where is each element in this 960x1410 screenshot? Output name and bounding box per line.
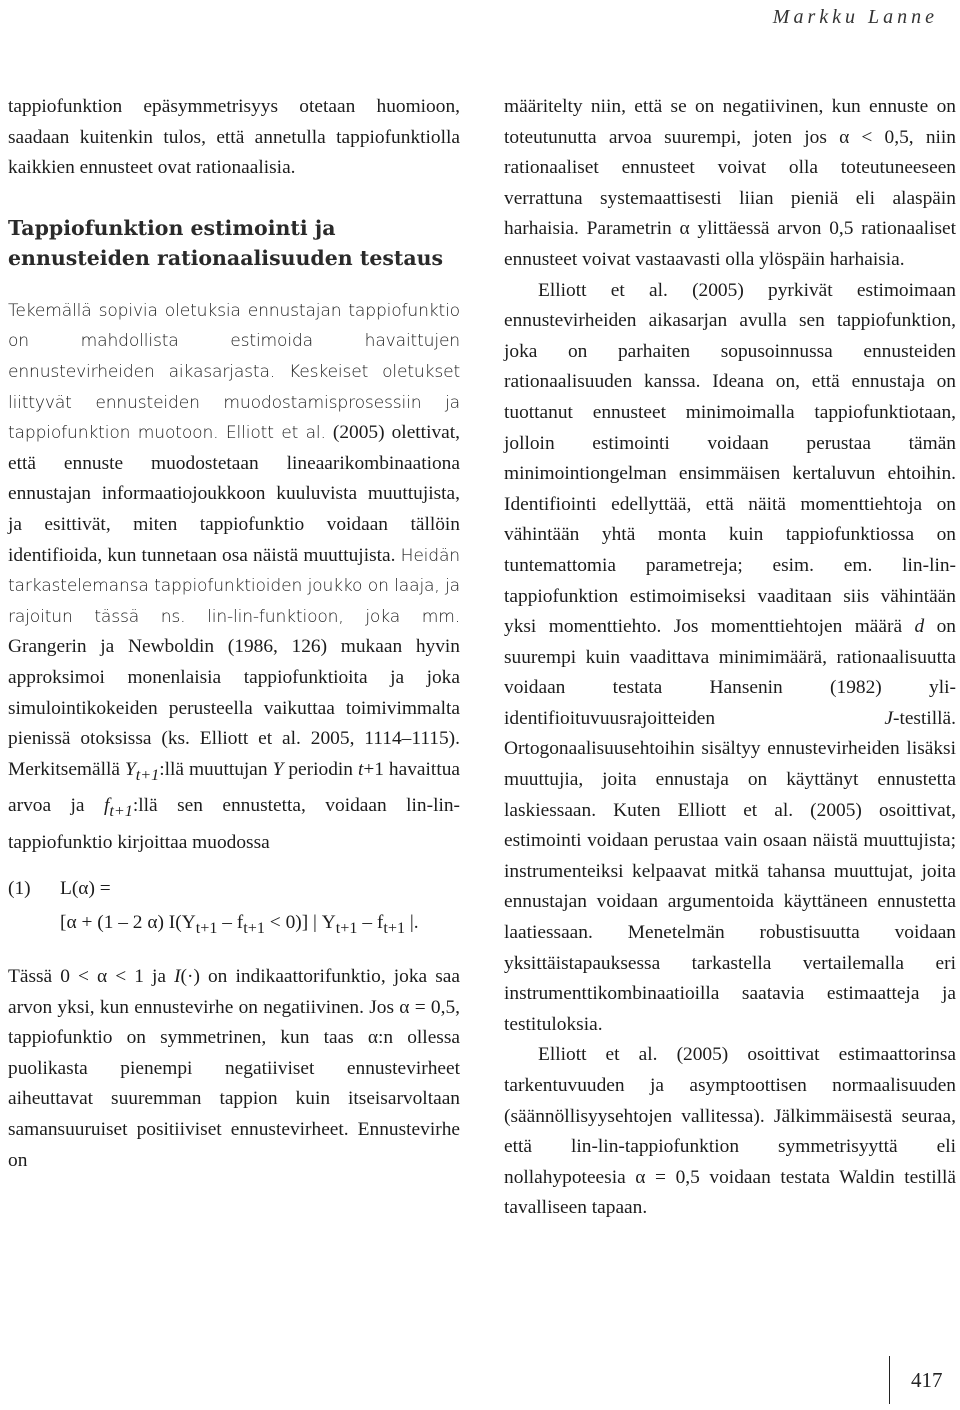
- left-column: [8, 92, 460, 1176]
- math-subscript: t+1: [383, 920, 406, 938]
- math-subscript: t+1: [135, 766, 160, 784]
- text-run: Grangerin ja Newboldin (1986, 126) mukaan hyvin approksimoi monenlaisia tappiofunktioita ja joka simulointikokeiden perusteella vaikuttaa toimivimmalta pienissä otoksissa (ks. Elliott et al. 2005, 1114–1115). Merkitsemällä: [8, 636, 460, 780]
- page-number: 417: [911, 1368, 943, 1392]
- text-run: Elliott et al. (2005) pyrkivät estimoimaan ennustevirheiden aikasarjan avulla sen tappiofunktion, joka on parhaiten sopusoinnussa ennusteiden rationaalisuuden kanssa. Ideana on, että ennustaja on tuottanut ennusteet minimoimalla tappiofunktiotaan, jolloin estimointi voidaan perustaa tämän minimointiongelman ensimmäisen kertaluvun ehtoihin. Identifiointi edellyttää, että näitä momenttiehtoja on vähintään yhtä monta kuin tappiofunktiossa on tuntemattomia parametreja; esim. em. lin-lin-tappiofunktion estimoimiseksi vaaditaan siis vähintään yksi momenttiehto. Jos momenttiehtojen määrä: [504, 279, 956, 638]
- paragraph: [8, 962, 460, 1176]
- equation-text: |.: [405, 912, 419, 934]
- sans-text: Tekemällä sopivia oletuksia ennustajan tappiofunktio on mahdollista estimoida havaittujen ennustevirheiden aikasarjasta. Keskeiset oletukset liittyvät ennusteiden muodostamisprosessiin ja tappiofunktion muotoon. Elliott et al.: [8, 300, 460, 444]
- math-var: Y: [124, 758, 136, 780]
- equation-text: L(α) =: [60, 878, 111, 900]
- equation: [8, 872, 460, 946]
- abs-bar: |: [313, 912, 317, 934]
- math-subscript: t+1: [243, 920, 265, 938]
- math-var: Y: [272, 758, 284, 780]
- sans-text: Heidän tarkastelemansa tappiofunktioiden joukko on laaja, ja rajoitun tässä ns. lin-lin-funktioon, joka mm.: [8, 545, 460, 627]
- text-run: Tässä 0 < α < 1 ja: [8, 966, 166, 988]
- text-run: (·) on indikaattorifunktio, joka saa arvon yksi, kun ennustevirhe on negatiivinen. Jos α = 0,5, tappiofunktio on symmetrinen, kun taas α:n ollessa puolikasta pienempi negatiiviset ennustevirheet aiheuttavat suuremman tappion kuin itseisarvoltaan samansuuruiset positiiviset ennustevirheet. Ennustevirhe on: [8, 966, 460, 1171]
- equation-number: (1): [8, 878, 31, 900]
- math-var: J: [884, 707, 893, 729]
- equation-text: [α + (1 – 2 α) I(Y: [60, 912, 196, 934]
- text-run: +1 havaittua arvoa ja: [8, 758, 461, 817]
- text-run: (2005) olettivat, että ennuste muodostetaan lineaarikombinaationa ennustajan informaatiojoukkoon kuuluvista muuttujista, ja esittivät, miten tappiofunktio voidaan tällöin identifioida, kun tunnetaan osa näistä muuttujista.: [8, 422, 460, 566]
- math-var: I: [174, 966, 181, 988]
- equation-text: < 0)]: [264, 912, 314, 934]
- equation-text: – f: [217, 912, 244, 934]
- math-subscript: t+1: [195, 920, 218, 938]
- equation-line-1: [8, 872, 460, 906]
- footer-rule: [889, 1356, 890, 1404]
- text-run: periodin: [288, 758, 353, 780]
- math-subscript: t+1: [335, 920, 358, 938]
- text-run: :llä muuttujan: [159, 758, 268, 780]
- section-heading: Tappiofunktion estimointi ja ennusteiden rationaalisuuden testaus: [8, 215, 444, 270]
- equation-text: – f: [357, 912, 384, 934]
- paragraph: [8, 296, 460, 858]
- paragraph: Elliott et al. (2005) osoittivat estimaattorinsa tarkentuvuuden ja asymptoottisen normaalisuuden (säännöllisyysehtojen vallitessa). Jälkimmäisestä seuraa, että lin-lin-tappiofunktion symmetrisyyttä eli nollahypoteesia α = 0,5 voidaan testata Waldin testillä tavalliseen tapaan.: [504, 1044, 956, 1219]
- math-var: d: [914, 616, 925, 638]
- equation-text: Y: [316, 912, 336, 934]
- math-var: f: [103, 795, 110, 817]
- paragraph: tappiofunktion epäsymmetrisyys otetaan huomioon, saadaan kuitenkin tulos, että annetulla tappiofunktiolla kaikkien ennusteet ovat rationaalisia.: [8, 96, 460, 179]
- running-head: Markku Lanne: [772, 6, 938, 28]
- paragraph: [504, 276, 956, 1041]
- math-subscript: t+1: [109, 803, 133, 821]
- paragraph: määritelty niin, että se on negatiivinen, kun ennuste on toteutunutta arvoa suurempi, joten jos α < 0,5, niin rationaaliset ennusteet voivat olla toteutuneeseen verrattuna systemaattisesti liian pieniä eli alaspäin harhaisia. Parametrin α ylittäessä arvon 0,5 rationaaliset ennusteet voivat vastaavasti olla ylöspäin harhaisia.: [504, 96, 956, 270]
- text-run: :llä sen ennustetta, voidaan lin-lin-tappiofunktio kirjoittaa muodossa: [8, 795, 460, 853]
- equation-line-2: [8, 906, 460, 946]
- text-run: on suurempi kuin vaadittava minimimäärä, rationaalisuutta voidaan testata Hansenin (1982) yli-identifioituvuusrajoitteiden: [504, 616, 956, 729]
- text-run: -testillä. Ortogonaalisuusehtoihin sisältyy ennustevirheiden lisäksi muuttujia, joita ennustaja on käyttänyt ennustetta laskiessaan. Kuten Elliott et al. (2005) osoittivat, estimointi voidaan perustaa vain osaan näistä muuttujista; instrumenteiksi kelpaavat mitkä tahansa muuttujat, joita ennustajan voidaan argumentoida käyttäneen ennustetta laatiessaan. Menetelmän robustisuutta voidaan yksittäistapauksessa tarkastella vertailemalla eri instrumenttikombinaatioilla saatavia estimaatteja ja testituloksia.: [504, 707, 956, 1035]
- math-var: t: [357, 758, 364, 780]
- page-footer: [889, 1356, 949, 1406]
- right-column: [504, 92, 956, 1224]
